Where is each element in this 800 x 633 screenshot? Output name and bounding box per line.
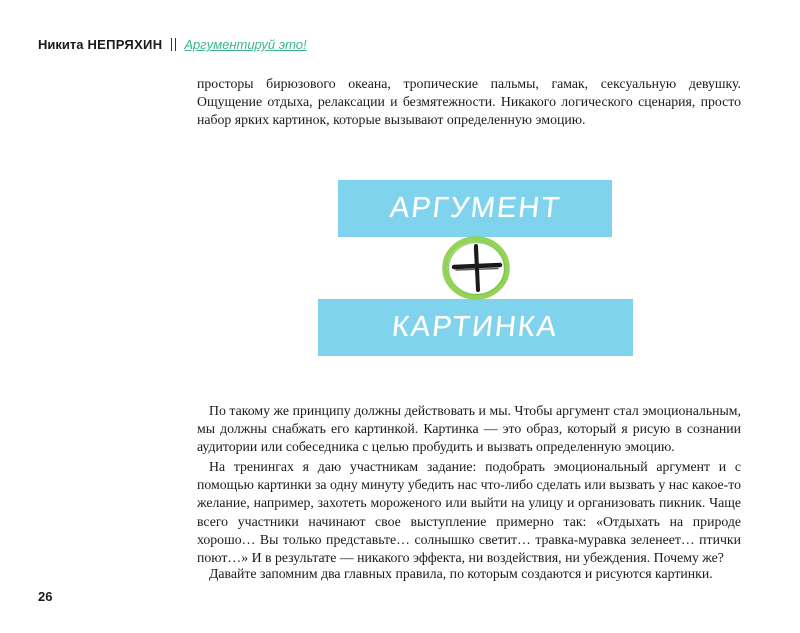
paragraph-1: просторы бирюзового океана, тропические пальмы, гамак, сексуальную девушку. Ощущение отдыха, релаксации и безмятежности. Никакого логического сценария, просто набор ярких картинок, которые вызывают определенную эмоцию.: [197, 76, 741, 128]
page-number: 26: [38, 589, 53, 604]
paragraph-2: По такому же принципу должны действовать и мы. Чтобы аргумент стал эмоциональным, мы должны снабжать его картинкой. Картинка — это образ, который я рисую в сознании аудитории или собеседника с целью пробудить и вызвать определенную эмоцию.: [197, 403, 741, 455]
author-first-name: Никита: [38, 37, 84, 52]
paragraph-3: На тренингах я даю участникам задание: подобрать эмоциональный аргумент и с помощью картинки за одну минуту убедить нас что-либо сделать или вызвать у нас какое-то желание, например, захотеть мороженого или выйти на улицу и организовать пикник. Чаще всего участники начинают свое выступление примерно так: «Отдыхать на природе хорошо… Вы только представьте… солнышко светит… травка-муравка зеленеет… птички поют…» И в результате — никакого эффекта, ни воздействия, ни убеждения. Почему же?: [197, 459, 741, 566]
argument-banner: [338, 180, 612, 237]
author-last-name: НЕПРЯХИН: [87, 37, 163, 52]
paragraph-4: Давайте запомним два главных правила, по которым создаются и рисуются картинки.: [209, 566, 713, 581]
picture-label: КАРТИНКА: [390, 311, 561, 343]
argument-label: АРГУМЕНТ: [387, 192, 563, 224]
header-separator: [171, 38, 176, 51]
picture-banner: [318, 299, 633, 356]
running-head: [38, 37, 307, 52]
plus-in-circle-icon: [440, 234, 512, 302]
book-title: Аргументируй это!: [184, 37, 307, 52]
